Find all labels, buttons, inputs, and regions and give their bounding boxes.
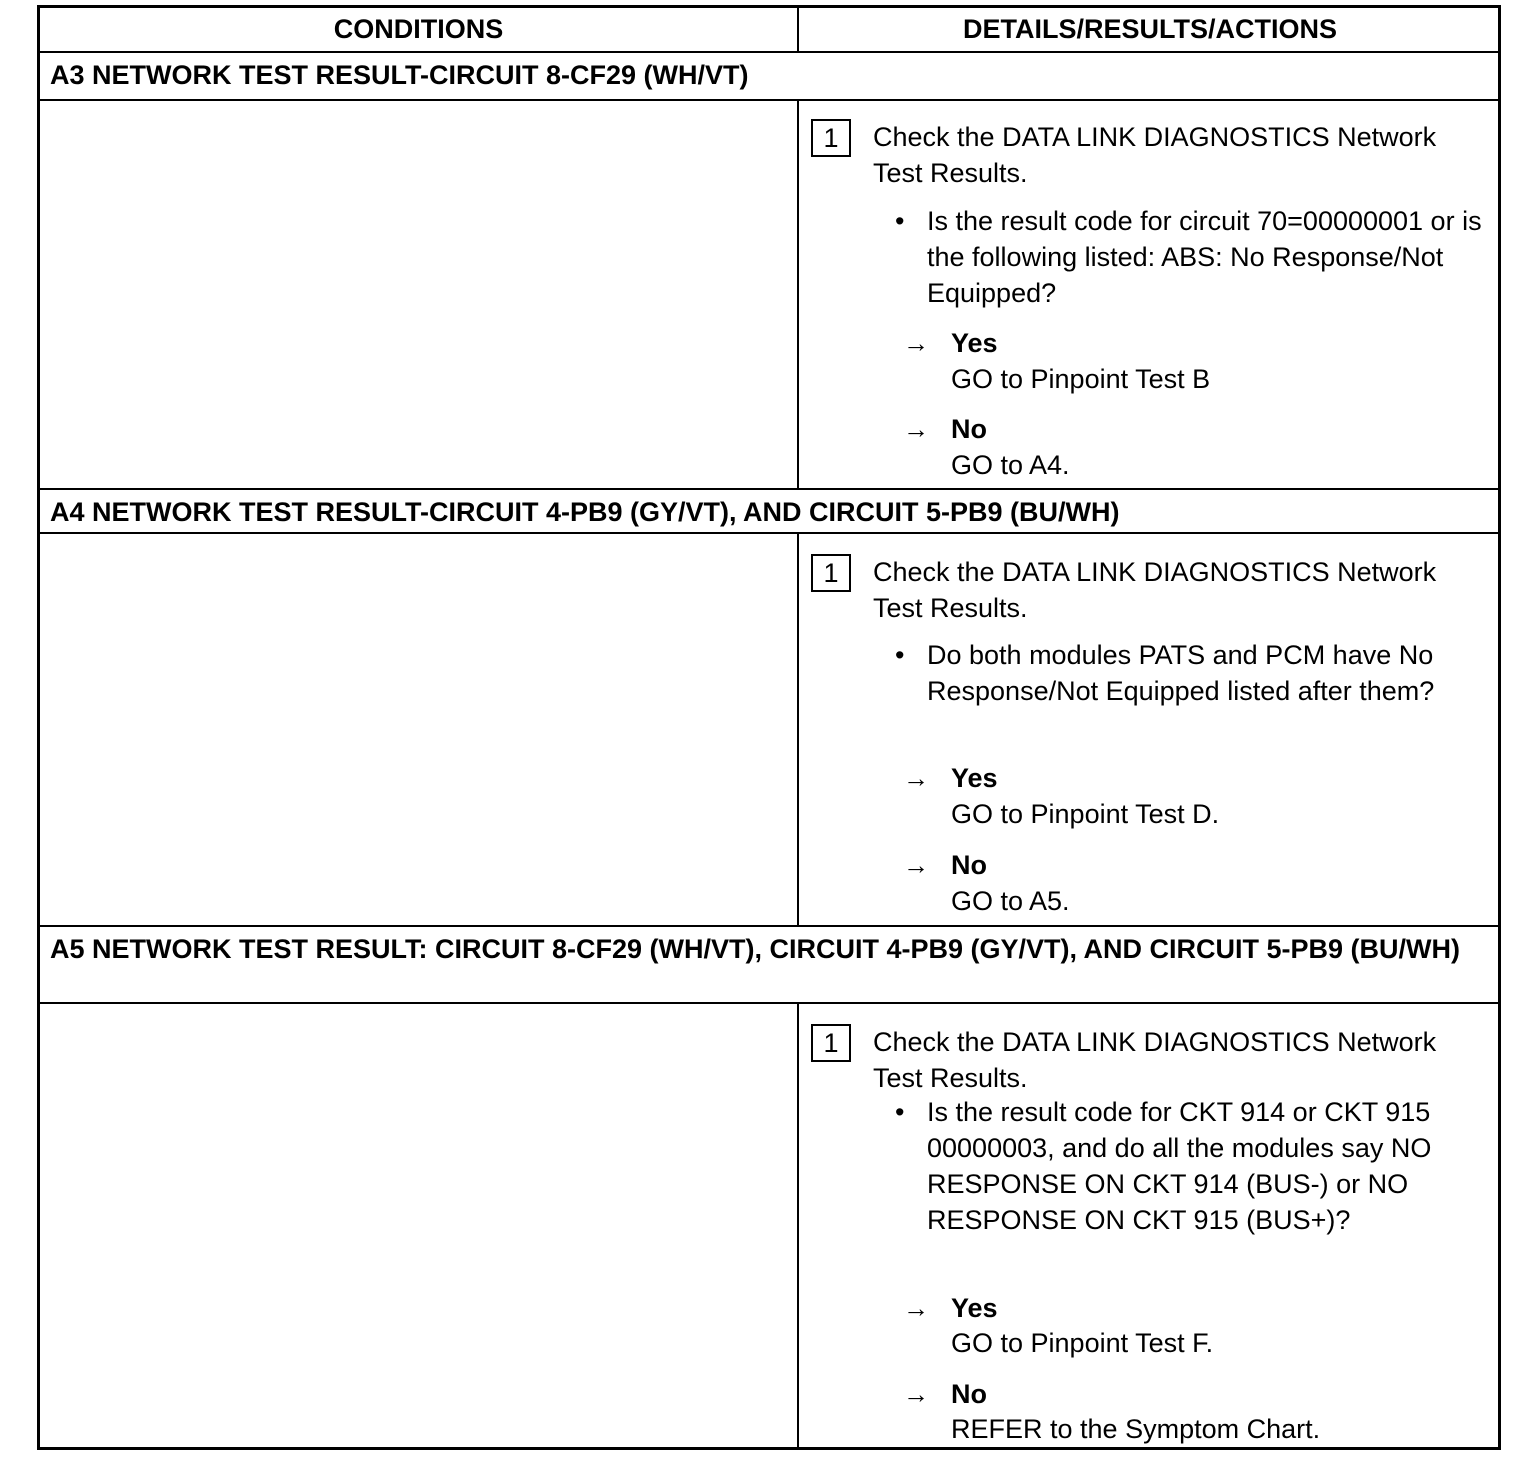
- step-number-box: 1: [811, 119, 851, 157]
- step-instruction: Check the DATA LINK DIAGNOSTICS Network Test Results.: [873, 122, 1437, 188]
- bullet-icon: •: [895, 1097, 905, 1127]
- actions-cell: [799, 534, 1498, 925]
- yes-action: GO to Pinpoint Test B: [951, 364, 1211, 394]
- section-title-a5: A5 NETWORK TEST RESULT: CIRCUIT 8-CF29 (WH/VT), CIRCUIT 4-PB9 (GY/VT), AND CIRCUIT 5-PB9 (BU/WH): [40, 925, 1498, 1004]
- yes-label: Yes: [951, 328, 998, 358]
- step-number-box: 1: [811, 1024, 851, 1062]
- bullet-icon: •: [895, 206, 905, 236]
- right-arrow-icon: →: [903, 1379, 929, 1409]
- section-body-a5: [40, 1004, 1498, 1447]
- right-arrow-icon: →: [903, 1293, 929, 1323]
- section-title-a4: A4 NETWORK TEST RESULT-CIRCUIT 4-PB9 (GY/VT), AND CIRCUIT 5-PB9 (BU/WH): [40, 488, 1498, 534]
- yes-label: Yes: [951, 763, 998, 793]
- details-header: DETAILS/RESULTS/ACTIONS: [962, 14, 1337, 44]
- actions-cell: [799, 101, 1498, 488]
- step-question: Is the result code for circuit 70=00000001 or is the following listed: ABS: No Response/Not Equipped?: [927, 206, 1482, 308]
- section-body-a4: [40, 534, 1498, 925]
- right-arrow-icon: →: [903, 763, 929, 793]
- section-body-a3: [40, 101, 1498, 488]
- yes-action: GO to Pinpoint Test F.: [951, 1328, 1214, 1358]
- right-arrow-icon: →: [903, 850, 929, 880]
- step-question: Do both modules PATS and PCM have No Response/Not Equipped listed after them?: [927, 640, 1435, 706]
- right-arrow-icon: →: [903, 414, 929, 444]
- conditions-header: CONDITIONS: [40, 8, 799, 51]
- no-label: No: [951, 414, 987, 444]
- step-instruction: Check the DATA LINK DIAGNOSTICS Network Test Results.: [873, 1027, 1437, 1093]
- step-number-box: 1: [811, 554, 851, 592]
- section-title-a3: A3 NETWORK TEST RESULT-CIRCUIT 8-CF29 (WH/VT): [40, 51, 1498, 101]
- actions-cell: [799, 1004, 1498, 1447]
- no-action: GO to A4.: [951, 450, 1070, 480]
- conditions-cell: [40, 534, 799, 925]
- bullet-icon: •: [895, 640, 905, 670]
- conditions-cell: [40, 1004, 799, 1447]
- yes-action: GO to Pinpoint Test D.: [951, 799, 1220, 829]
- diagnostic-table: [37, 5, 1501, 1450]
- step-question: Is the result code for CKT 914 or CKT 915 00000003, and do all the modules say NO RESPONSE ON CKT 914 (BUS-) or NO RESPONSE ON CKT 915 (BUS+)?: [927, 1097, 1432, 1235]
- step-instruction: Check the DATA LINK DIAGNOSTICS Network Test Results.: [873, 557, 1437, 623]
- no-label: No: [951, 1379, 987, 1409]
- yes-label: Yes: [951, 1293, 998, 1323]
- conditions-cell: [40, 101, 799, 488]
- no-action: GO to A5.: [951, 886, 1070, 916]
- no-label: No: [951, 850, 987, 880]
- right-arrow-icon: →: [903, 328, 929, 358]
- no-action: REFER to the Symptom Chart.: [951, 1414, 1321, 1444]
